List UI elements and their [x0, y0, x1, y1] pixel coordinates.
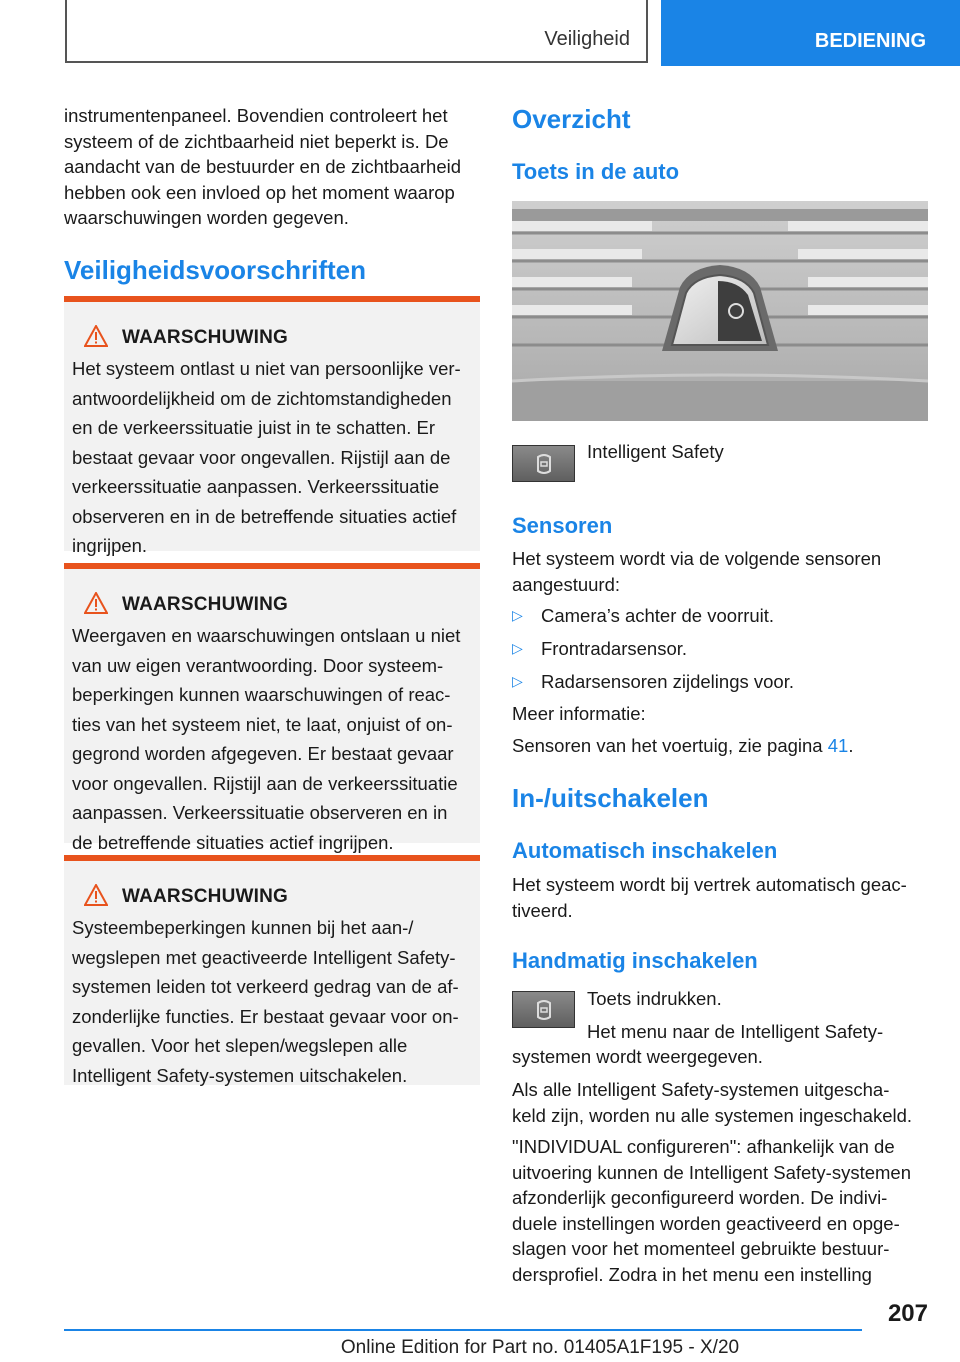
- list-item: ▷ Camera’s achter de voorruit.: [512, 603, 774, 629]
- warning-box-3: WAARSCHUWING Systeembeperkingen kunnen bij het aan-/ wegslepen met geactiveerde Intelligent Safety- systemen leiden tot verkeerd gedrag van de af- zonderlijke functies. Er bestaat gevaar voor on- gevallen. Voor het slepen/wegslepen alle Intelligent Safety-systemen uitschakelen.: [64, 855, 480, 1085]
- warning-triangle-icon: [84, 592, 108, 619]
- triangle-bullet-icon: ▷: [512, 607, 523, 623]
- triangle-bullet-icon: ▷: [512, 640, 523, 656]
- warning-title: WAARSCHUWING: [122, 327, 288, 348]
- heading-in-uitschakelen: In-/uitschakelen: [512, 783, 709, 813]
- page-number: 207: [887, 1300, 928, 1327]
- footer-edition: Online Edition for Part no. 01405A1F195 - X/20: [340, 1337, 740, 1358]
- individual-paragraph: "INDIVIDUAL configureren": afhankelijk van de uitvoering kunnen de Intelligent Safety-systemen afzonderlijk geconfigureerd worden. De indivi- duele instellingen worden geactiveerd en opge- slagen voor het momenteel gebruikte bestuur- dersprofiel. Zodra in het menu een instelling: [512, 1136, 912, 1285]
- page-reference-link[interactable]: 41: [827, 735, 849, 756]
- heading-toets: Toets in de auto: [512, 159, 680, 184]
- reference-line: Sensoren van het voertuig, zie pagina 41.: [512, 735, 854, 756]
- intelligent-safety-button-icon: [512, 445, 575, 482]
- heading-sensoren: Sensoren: [512, 513, 613, 538]
- warning-triangle-icon: [84, 325, 108, 352]
- icon-label: Intelligent Safety: [587, 441, 724, 462]
- intelligent-safety-button-icon: [512, 991, 575, 1028]
- warning-box-1: WAARSCHUWING Het systeem ontlast u niet van persoonlijke ver- antwoordelijkheid om de zichtomstandigheden en de verkeerssituatie juist in te schatten. Er bestaat gevaar voor ongevallen. Rijstijl aan de verkeerssituatie aanpassen. Verkeerssituatie observeren en in de betreffende situaties actief ingrijpen.: [64, 296, 480, 551]
- car-button-photo: [512, 201, 928, 421]
- warning-triangle-icon: [84, 884, 108, 911]
- list-item: ▷ Radarsensoren zijdelings voor.: [512, 669, 794, 695]
- list-item: ▷ Frontradarsensor.: [512, 636, 687, 662]
- intro-paragraph: instrumentenpaneel. Bovendien controleert het systeem of de zichtbaarheid niet beperkt is. De aandacht van de bestuurder en de zichtbaarheid hebben ook een invloed op het moment waarop waarschuwingen worden gegeven.: [64, 105, 462, 228]
- heading-veiligheidsvoorschriften: Veiligheidsvoorschriften: [64, 255, 366, 285]
- triangle-bullet-icon: ▷: [512, 673, 523, 689]
- warning-box-2: WAARSCHUWING Weergaven en waarschuwingen ontslaan u niet van uw eigen verantwoording. Door systeem- beperkingen kunnen waarschuwingen of reac- ties van het systeem niet, te laat, onjuist of on- gegrond worden afgegeven. Er bestaat gevaar voor ongevallen. Rijstijl aan de verkeerssituatie aanpassen. Verkeerssituatie observeren en in de betreffende situaties actief ingrijpen.: [64, 563, 480, 843]
- meer-informatie: Meer informatie:: [512, 703, 646, 724]
- warning-title: WAARSCHUWING: [122, 594, 288, 615]
- heading-automatisch: Automatisch inschakelen: [512, 838, 778, 863]
- footer-divider: [64, 1329, 862, 1331]
- warning-title: WAARSCHUWING: [122, 886, 288, 907]
- auto-paragraph: Het systeem wordt bij vertrek automatisch geac- tiveerd.: [512, 874, 907, 921]
- press-button-text: Toets indrukken.: [587, 988, 722, 1009]
- als-paragraph: Als alle Intelligent Safety-systemen uitgescha- keld zijn, worden nu alle systemen ingeschakeld.: [512, 1079, 913, 1126]
- menu-text-1: Het menu naar de Intelligent Safety-: [587, 1021, 884, 1042]
- heading-overzicht: Overzicht: [512, 104, 631, 134]
- section-title: Veiligheid: [544, 28, 630, 50]
- sensoren-paragraph: Het systeem wordt via de volgende sensoren aangestuurd:: [512, 548, 882, 595]
- chapter-tab[interactable]: BEDIENING: [661, 0, 960, 66]
- menu-text-2: systemen wordt weergegeven.: [512, 1046, 763, 1067]
- heading-handmatig: Handmatig inschakelen: [512, 948, 758, 973]
